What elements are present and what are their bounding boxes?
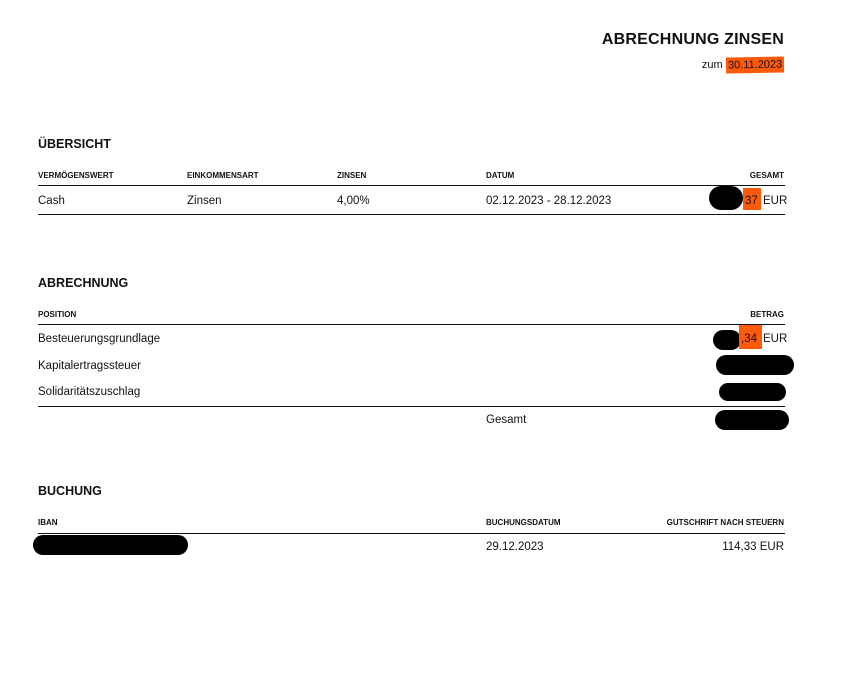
col-interest: ZINSEN (337, 171, 367, 180)
row-capital-gains-tax-label: Kapitalertragssteuer (38, 360, 141, 372)
overview-total-currency: EUR (763, 195, 788, 207)
overview-rate: 4,00% (337, 195, 370, 207)
overview-asset: Cash (38, 195, 65, 207)
col-amount: BETRAG (750, 310, 784, 319)
settlement-heading: ABRECHNUNG (38, 276, 129, 290)
col-income-type: EINKOMMENSART (187, 171, 259, 180)
redaction-mark (719, 383, 786, 401)
booking-credit: 114,33 EUR (722, 541, 784, 553)
col-iban: IBAN (38, 518, 58, 527)
booking-heading: BUCHUNG (38, 484, 102, 498)
redaction-mark (713, 330, 741, 350)
col-asset: VERMÖGENSWERT (38, 171, 114, 180)
highlighted-date: 30.11.2023 (726, 56, 785, 73)
overview-period: 02.12.2023 - 28.12.2023 (486, 195, 612, 207)
overview-bottom-rule (38, 214, 785, 215)
overview-heading: ÜBERSICHT (38, 137, 111, 151)
document-date (702, 57, 784, 73)
col-date: DATUM (486, 171, 515, 180)
redaction-mark (33, 535, 188, 555)
row-solidarity-surcharge-label: Solidaritätszuschlag (38, 386, 141, 398)
settlement-total-rule (38, 406, 785, 407)
overview-total-fragment: 37 (745, 195, 758, 207)
redaction-mark (716, 355, 794, 375)
col-credit-after-tax: GUTSCHRIFT NACH STEUERN (666, 518, 784, 527)
col-position: POSITION (38, 310, 77, 319)
booking-header-rule (38, 533, 785, 534)
date-prefix: zum (701, 59, 723, 71)
booking-date: 29.12.2023 (486, 541, 544, 553)
row-tax-base-currency: EUR (763, 333, 788, 345)
col-total: GESAMT (749, 171, 784, 180)
overview-income-type: Zinsen (187, 195, 222, 207)
document-title: ABRECHNUNG ZINSEN (601, 31, 784, 48)
redaction-mark (709, 186, 743, 210)
settlement-header-rule (38, 324, 785, 325)
settlement-total-label: Gesamt (486, 414, 527, 426)
row-tax-base-label: Besteuerungsgrundlage (38, 333, 161, 345)
row-tax-base-fragment: ,34 (741, 333, 757, 345)
redaction-mark (715, 410, 789, 430)
overview-header-rule (38, 185, 785, 186)
col-booking-date: BUCHUNGSDATUM (486, 518, 561, 527)
